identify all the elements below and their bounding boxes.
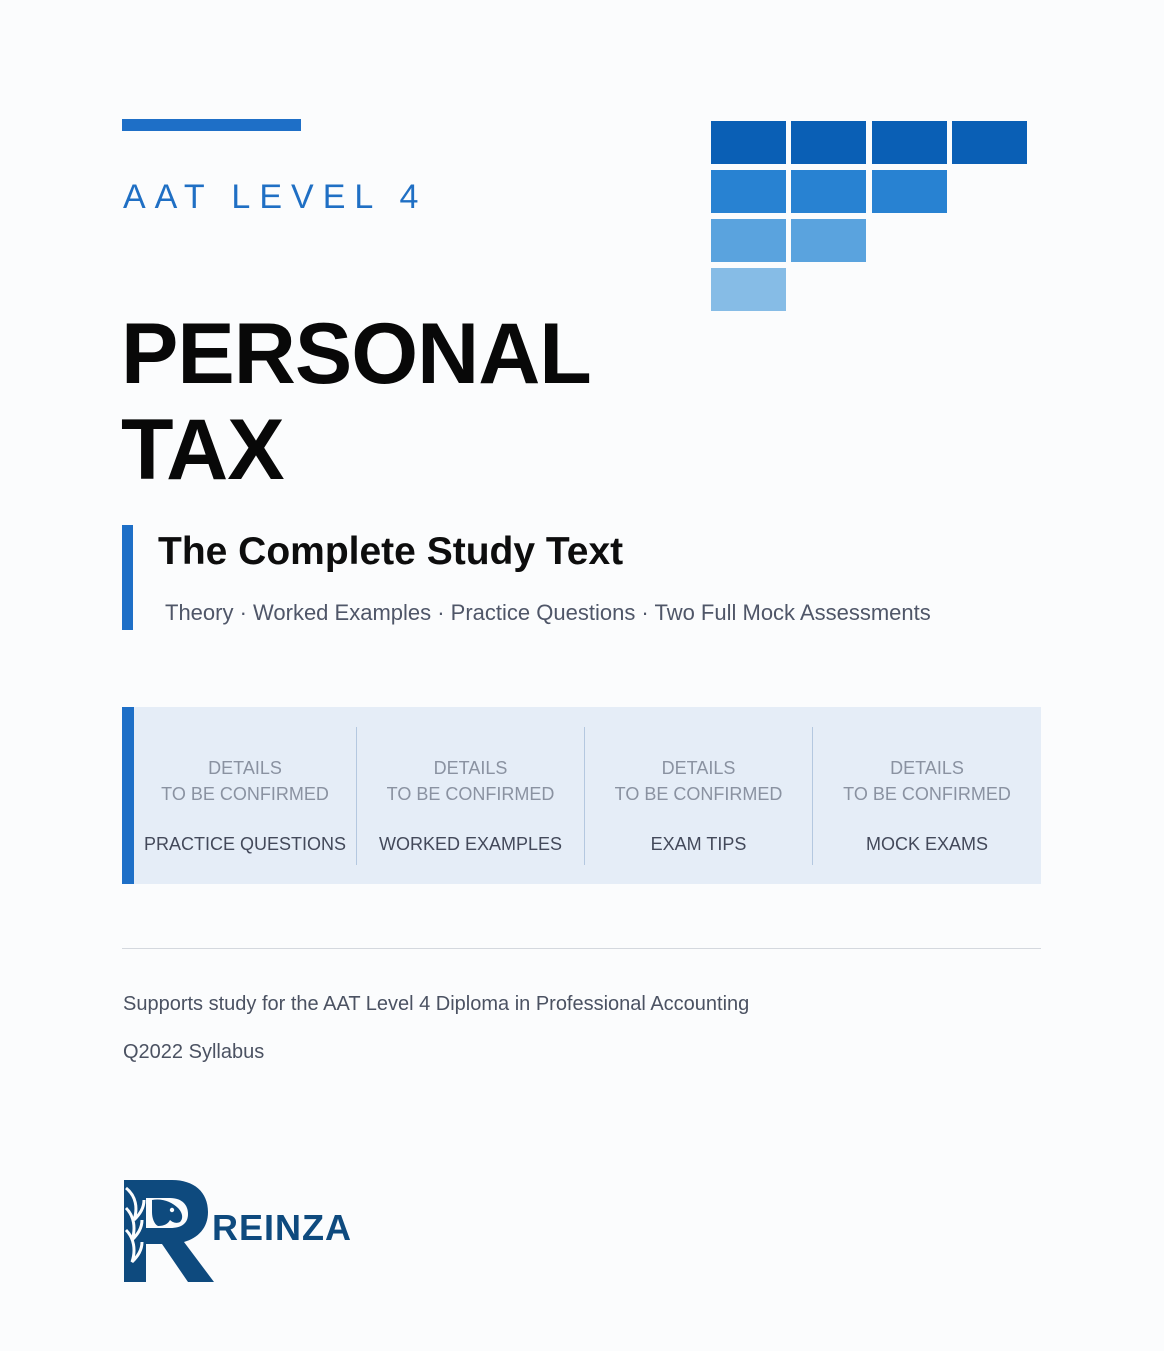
feature-label: WORKED EXAMPLES [378, 834, 563, 854]
mosaic-tile [791, 170, 866, 213]
feature-label: MOCK EXAMS [865, 834, 989, 854]
brand-name: REINZA [212, 1207, 352, 1248]
feature-status-line: DETAILS [661, 758, 736, 778]
level-label: AAT LEVEL 4 [123, 178, 428, 216]
mosaic-tile [711, 170, 786, 213]
feature-column [813, 707, 1041, 884]
feature-label: PRACTICE QUESTIONS [143, 834, 347, 854]
feature-column [134, 707, 356, 884]
mosaic-tile [791, 219, 866, 262]
book-title [121, 306, 591, 498]
feature-status-line: TO BE CONFIRMED [161, 784, 329, 804]
support-text: Supports study for the AAT Level 4 Diploma in Professional Accounting [123, 993, 750, 1015]
feature-status-line: TO BE CONFIRMED [614, 784, 783, 804]
mosaic-tile [791, 121, 866, 164]
feature-status-line: DETAILS [208, 758, 282, 778]
mosaic-tile [872, 170, 947, 213]
feature-column [585, 707, 812, 884]
lion-r-logo-icon [122, 1178, 216, 1284]
footer-divider [122, 948, 1041, 949]
mosaic-tile [711, 121, 786, 164]
features-panel [122, 707, 1041, 884]
feature-status [813, 755, 1041, 807]
feature-label: EXAM TIPS [650, 834, 747, 854]
feature-status-line: DETAILS [433, 758, 508, 778]
mosaic-tile [711, 219, 786, 262]
feature-status-line: DETAILS [890, 758, 964, 778]
book-subtitle: The Complete Study Text [158, 530, 624, 573]
top-accent-rule [122, 119, 301, 131]
feature-status-line: TO BE CONFIRMED [386, 784, 555, 804]
mosaic-tile [872, 121, 947, 164]
feature-status [134, 755, 356, 807]
feature-status-line: TO BE CONFIRMED [843, 784, 1011, 804]
decorative-tile-mosaic [711, 121, 1029, 313]
subtitle-accent-bar [122, 525, 133, 630]
mosaic-tile [711, 268, 786, 311]
feature-column [357, 707, 584, 884]
book-title-line-2: TAX [121, 402, 284, 498]
book-title-line-1: PERSONAL [121, 306, 591, 402]
mosaic-tile [952, 121, 1027, 164]
feature-status [357, 755, 584, 807]
contents-tagline: Theory · Worked Examples · Practice Questions · Two Full Mock Assessments [165, 600, 931, 625]
syllabus-text: Q2022 Syllabus [123, 1041, 265, 1063]
feature-status [585, 755, 812, 807]
features-accent-bar [122, 707, 134, 884]
